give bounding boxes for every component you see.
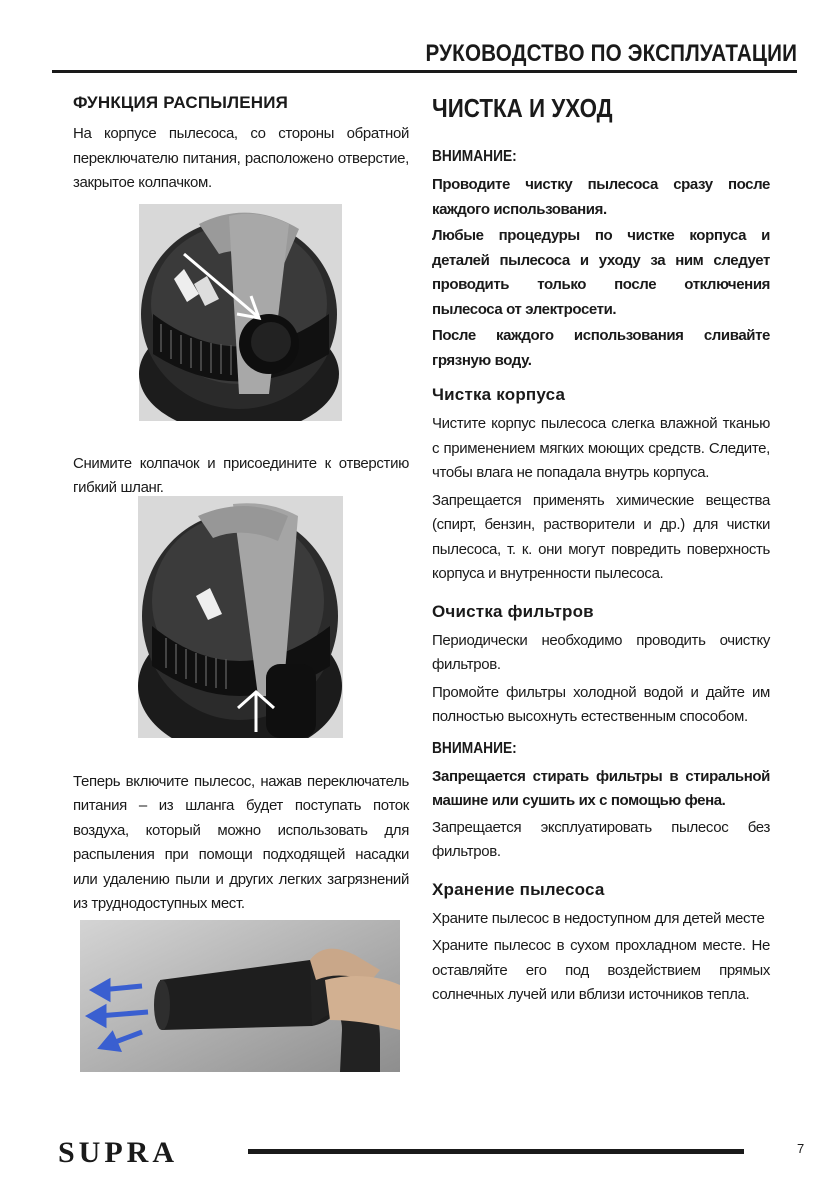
filter-cleaning-heading: Очистка фильтров <box>432 601 594 621</box>
body-cleaning-paragraph-1: Чистите корпус пылесоса слегка влажной тканью с применением мягких моющих средств. Следите, чтобы влага не попадала внутрь корпуса. <box>432 415 770 481</box>
attention-label-2: ВНИМАНИЕ: <box>432 739 517 757</box>
storage-heading: Хранение пылесоса <box>432 879 605 899</box>
care-paragraph-2: Любые процедуры по чистке корпуса и деталей пылесоса и уходу за ним следует проводить только после отключения пылесоса от электросети. <box>432 227 770 318</box>
right-column <box>432 92 770 1008</box>
body-cleaning-paragraph-2: Запрещается применять химические вещества (спирт, бензин, растворители и др.) для чистки пылесоса, т. к. они могут повредить поверхность корпуса и внутренности пылесоса. <box>432 491 770 582</box>
storage-paragraph-1: Храните пылесос в недоступном для детей месте <box>432 909 765 927</box>
header-divider <box>52 70 797 73</box>
care-paragraph-3: После каждого использования сливайте грязную воду. <box>432 327 770 369</box>
page-number: 7 <box>797 1141 805 1156</box>
care-heading: ЧИСТКА И УХОД <box>432 93 613 123</box>
spray-heading: ФУНКЦИЯ РАСПЫЛЕНИЯ <box>73 93 289 112</box>
filter-paragraph-2: Промойте фильтры холодной водой и дайте им полностью высохнуть естественным способом. <box>432 683 770 725</box>
care-paragraph-1: Проводите чистку пылесоса сразу после каждого использования. <box>432 176 770 218</box>
attention-label: ВНИМАНИЕ: <box>432 148 517 165</box>
page-header-title: РУКОВОДСТВО ПО ЭКСПЛУАТАЦИИ <box>425 40 797 67</box>
spray-paragraph-1: На корпусе пылесоса, со стороны обратной переключателю питания, расположено отверстие, закрытое колпачком. <box>73 125 409 191</box>
filter-paragraph-3: Запрещается эксплуатировать пылесос без фильтров. <box>432 818 770 860</box>
vacuum-hose-attached-photo <box>138 496 343 738</box>
hose-airflow-photo <box>80 920 400 1072</box>
filter-warning: Запрещается стирать фильтры в стиральной машине или сушить их с помощью фена. <box>432 767 770 809</box>
footer-divider <box>248 1149 744 1154</box>
filter-paragraph-1: Периодически необходимо проводить очистку фильтров. <box>432 631 770 673</box>
spray-paragraph-2: Снимите колпачок и присоедините к отверстию гибкий шланг. <box>73 454 409 496</box>
body-cleaning-heading: Чистка корпуса <box>432 385 566 404</box>
vacuum-cap-photo <box>139 204 342 421</box>
storage-paragraph-2: Храните пылесос в сухом прохладном месте. Не оставляйте его под воздействием прямых солнечных лучей или вблизи источников тепла. <box>432 937 770 1003</box>
spray-paragraph-3: Теперь включите пылесос, нажав переключатель питания – из шланга будет поступать поток воздуха, который можно использовать для распыления при помощи подходящей насадки или удалению пыли и других легких загрязнений из труднодоступных мест. <box>73 772 409 912</box>
supra-logo: SUPRA <box>58 1136 179 1169</box>
